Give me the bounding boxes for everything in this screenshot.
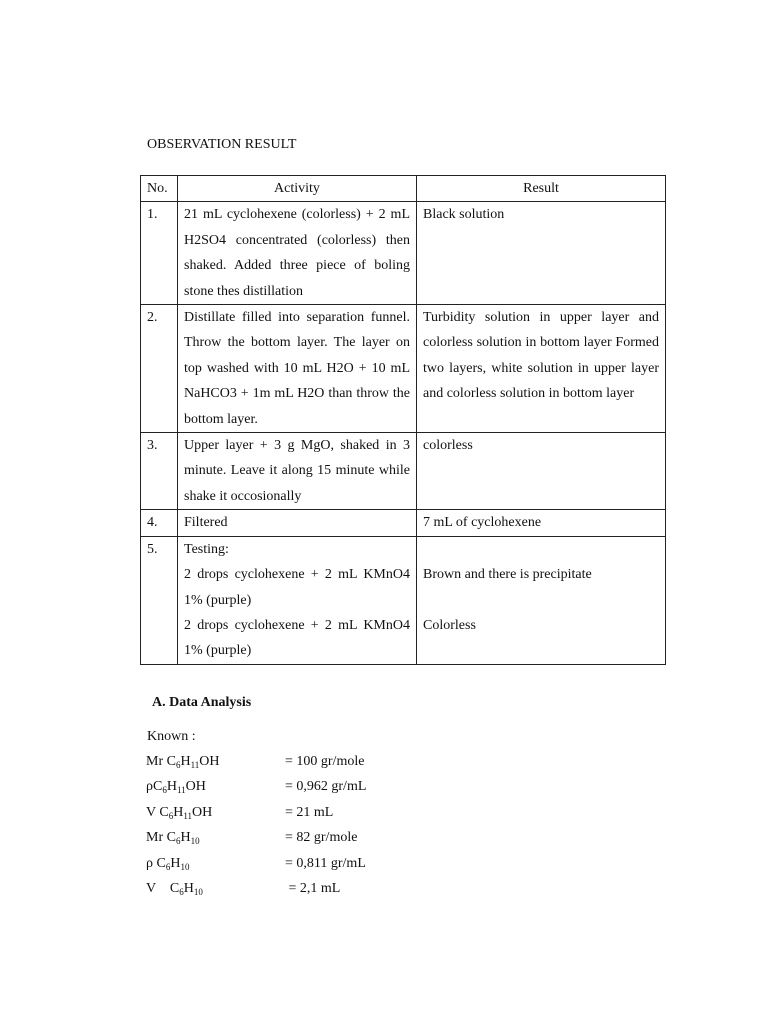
table-row <box>141 510 666 536</box>
test-activity: 2 drops cyclohexene + 2 mL KMnO4 1% (purple) <box>184 617 410 659</box>
section-title: A. Data Analysis <box>152 695 252 710</box>
spacer <box>423 587 659 612</box>
known-symbol: V $C_6H_{10}$ <box>146 881 203 897</box>
row-result: Black solution <box>417 202 666 305</box>
row-no: 4. <box>141 510 178 536</box>
test-result: Colorless <box>423 617 476 633</box>
known-value: = 0,811 gr/mL <box>285 856 366 871</box>
test-result: Brown and there is precipitate <box>423 567 592 583</box>
known-value: = 2,1 mL <box>285 881 341 896</box>
row-result: 7 mL of cyclohexene <box>417 510 666 536</box>
row-result: Turbidity solution in upper layer and colorless solution in bottom layer Formed two layers, white solution in upper layer and colorless solution in bottom layer <box>417 305 666 433</box>
known-value: = 82 gr/mole <box>285 830 358 845</box>
row-activity: Distillate filled into separation funnel. Throw the bottom layer. The layer on top washed with 10 mL H2O + 10 mL NaHCO3 + 1m mL H2O than throw the bottom layer. <box>178 305 417 433</box>
known-label: Known : <box>147 729 196 744</box>
table-row <box>141 536 666 664</box>
row-activity: 21 mL cyclohexene (colorless) + 2 mL H2SO4 concentrated (colorless) then shaked. Added three piece of boling stone thes distillation <box>178 202 417 305</box>
row-result <box>417 536 666 664</box>
page-heading: OBSERVATION RESULT <box>147 137 297 152</box>
known-value: = 0,962 gr/mL <box>285 779 367 794</box>
test-activity: 2 drops cyclohexene + 2 mL KMnO4 1% (purple) <box>184 567 410 608</box>
row-no: 1. <box>141 202 178 305</box>
testing-title: Testing: <box>184 541 229 557</box>
table-row <box>141 433 666 510</box>
header-no: No. <box>141 176 178 202</box>
known-symbol: $\rho C_6H_{11}OH$ <box>146 779 206 795</box>
header-activity: Activity <box>178 176 417 202</box>
row-no: 5. <box>141 536 178 664</box>
spacer <box>423 537 659 562</box>
known-symbol: ρ $C_6H_{10}$ <box>146 856 190 872</box>
known-symbol: Mr $C_6H_{11}OH$ <box>146 754 220 770</box>
header-result: Result <box>417 176 666 202</box>
known-value: = 100 gr/mole <box>285 754 365 769</box>
row-activity: Upper layer + 3 g MgO, shaked in 3 minute. Leave it along 15 minute while shake it occosionally <box>178 433 417 510</box>
row-no: 3. <box>141 433 178 510</box>
row-no: 2. <box>141 305 178 433</box>
row-activity: Filtered <box>178 510 417 536</box>
known-symbol: Mr $C_6H_{10}$ <box>146 830 200 846</box>
table-row <box>141 305 666 433</box>
observation-table <box>140 175 666 665</box>
row-result: colorless <box>417 433 666 510</box>
known-symbol: V $C_6H_{11}OH$ <box>146 805 213 821</box>
row-activity <box>178 536 417 664</box>
table-row <box>141 202 666 305</box>
known-value: = 21 mL <box>285 805 334 820</box>
table-header-row <box>141 176 666 202</box>
